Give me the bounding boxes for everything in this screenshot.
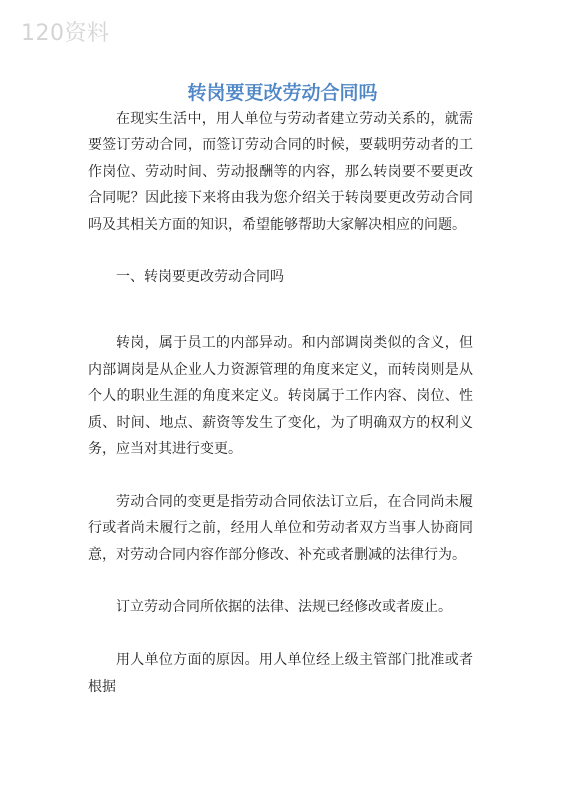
document-body <box>88 106 473 700</box>
section-heading: 一、转岗要更改劳动合同吗 <box>116 269 284 286</box>
paragraph-contract-change: 劳动合同的变更是指劳动合同依法订立后，在合同尚未履行或者尚未履行之前，经用人单位和劳动者双方当事人协商同意，对劳动合同内容作部分修改、补充或者删减的法律行为。 <box>88 493 473 563</box>
paragraph-law-revised: 订立劳动合同所依据的法律、法规已经修改或者废止。 <box>116 599 452 616</box>
paragraph-intro: 在现实生活中，用人单位与劳动者建立劳动关系的，就需要签订劳动合同，而签订劳动合同的时候，要载明劳动者的工作岗位、劳动时间、劳动报酬等的内容，那么转岗要不要更改合同呢？因此接下来将由我为您介绍关于转岗要更改劳动合同吗及其相关方面的知识，希望能够帮助大家解决相应的问题。 <box>88 111 473 233</box>
watermark-logo: 120资料 <box>21 21 110 46</box>
page-title: 转岗要更改劳动合同吗 <box>187 82 378 104</box>
paragraph-transfer-definition: 转岗，属于员工的内部异动。和内部调岗类似的含义，但内部调岗是从企业人力资源管理的角度来定义，而转岗则是从个人的职业生涯的角度来定义。转岗属于工作内容、岗位、性质、时间、地点、薪资等发生了变化，为了明确双方的权利义务，应当对其进行变更。 <box>88 335 473 458</box>
paragraph-employer-reason: 用人单位方面的原因。用人单位经上级主管部门批准或者根据 <box>88 652 473 695</box>
